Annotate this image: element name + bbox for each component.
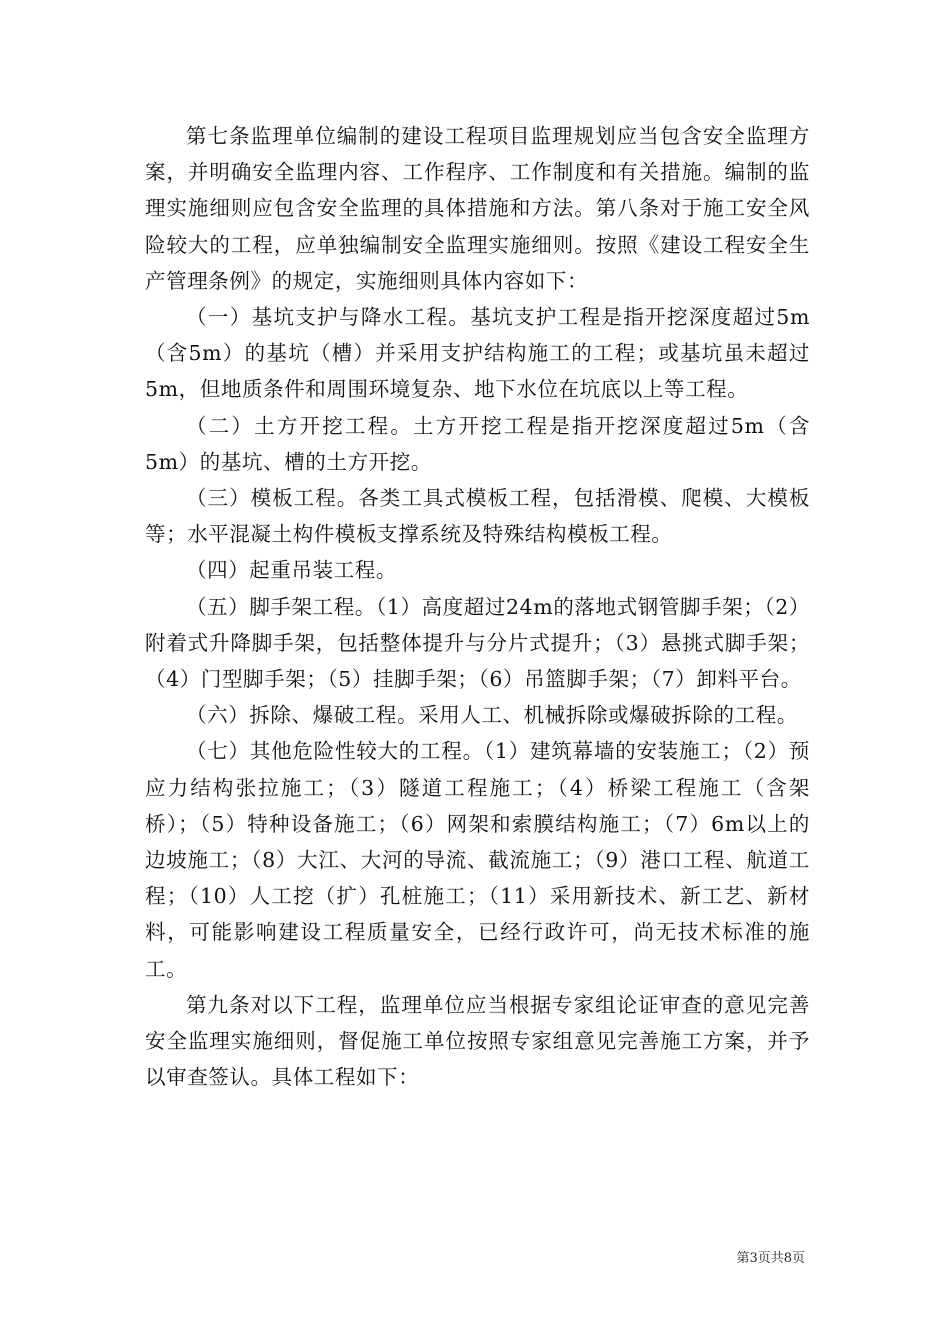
- paragraph-article-9: 第九条对以下工程，监理单位应当根据专家组论证审查的意见完善安全监理实施细则，督促施工单位按照专家组意见完善施工方案，并予以审查签认。具体工程如下：: [145, 992, 810, 1090]
- document-body: [145, 118, 810, 1095]
- paragraph-article-7-8: 第七条监理单位编制的建设工程项目监理规划应当包含安全监理方案，并明确安全监理内容、工作程序、工作制度和有关措施。编制的监理实施细则应包含安全监理的具体措施和方法。第八条对于施工安全风险较大的工程，应单独编制安全监理实施细则。按照《建设工程安全生产管理条例》的规定，实施细则具体内容如下：: [145, 124, 810, 293]
- paragraph-item-3: （三）模板工程。各类工具式模板工程，包括滑模、爬模、大模板等；水平混凝土构件模板支撑系统及特殊结构模板工程。: [145, 486, 810, 547]
- paragraph-item-7: （七）其他危险性较大的工程。（1）建筑幕墙的安装施工；（2）预应力结构张拉施工；（3）隧道工程施工；（4）桥梁工程施工（含架桥）；（5）特种设备施工；（6）网架和索膜结构施工；（7）6m以上的边坡施工；（8）大江、大河的导流、截流施工；（9）港口工程、航道工程；（10）人工挖（扩）孔桩施工；（11）采用新技术、新工艺、新材料，可能影响建设工程质量安全，已经行政许可，尚无技术标准的施工。: [145, 739, 811, 981]
- paragraph-item-5: （五）脚手架工程。（1）高度超过24m的落地式钢管脚手架；（2）附着式升降脚手架，包括整体提升与分片式提升；（3）悬挑式脚手架；（4）门型脚手架；（5）挂脚手架；（6）吊篮脚手架；（7）卸料平台。: [145, 594, 810, 692]
- paragraph-item-1: （一）基坑支护与降水工程。基坑支护工程是指开挖深度超过5m（含5m）的基坑（槽）并采用支护结构施工的工程；或基坑虽未超过5m，但地质条件和周围环境复杂、地下水位在坑底以上等工程。: [145, 305, 810, 402]
- paragraph-item-6: （六）拆除、爆破工程。采用人工、机械拆除或爆破拆除的工程。: [186, 703, 798, 728]
- paragraph-item-4: （四）起重吊装工程。: [186, 558, 397, 583]
- paragraph-item-2: （二）土方开挖工程。土方开挖工程是指开挖深度超过5m（含5m）的基坑、槽的土方开挖。: [145, 413, 810, 474]
- page-number: 第3页共8页: [736, 1251, 805, 1266]
